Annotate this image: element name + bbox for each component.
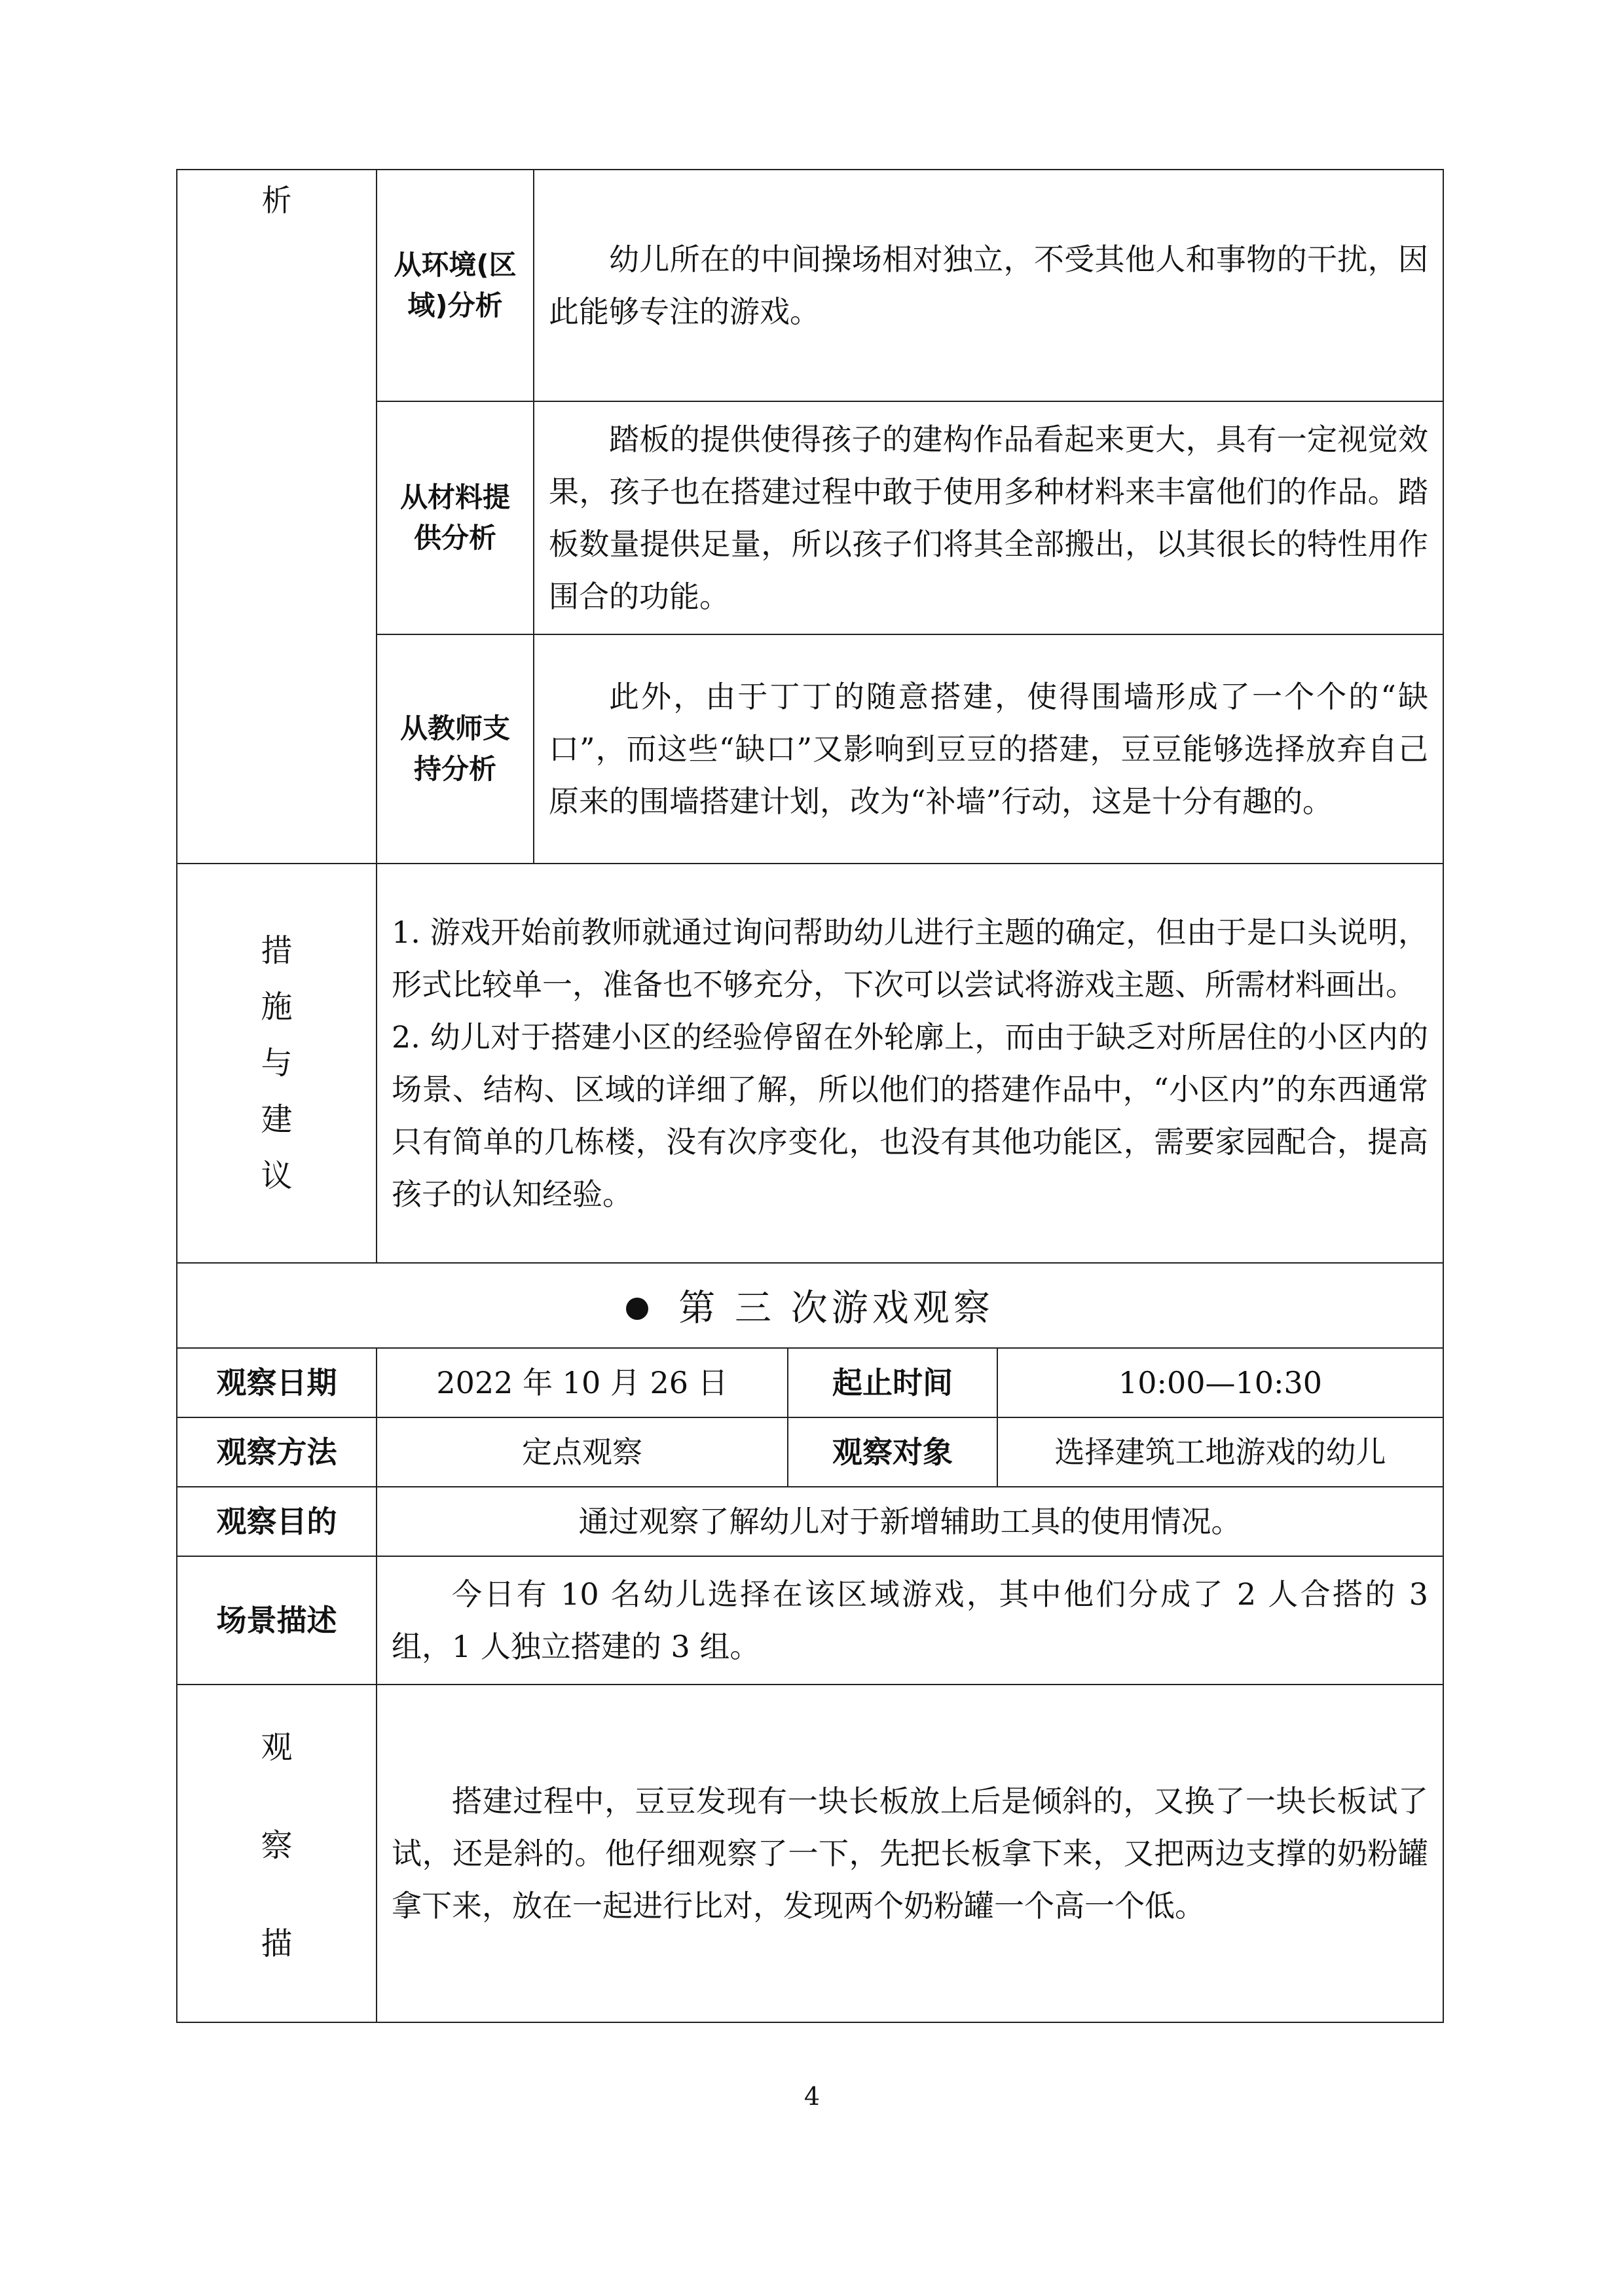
section-title: 第 三 次游戏观察 <box>678 1287 994 1330</box>
materials-analysis-label: 从材料提供分析 <box>377 401 534 634</box>
teacher-analysis-text: 此外，由于丁丁的随意搭建，使得围墙形成了一个个的“缺口”，而这些“缺口”又影响到豆豆的搭建，豆豆能够选择放弃自己原来的围墙搭建计划，改为“补墙”行动，这是十分有趣的。 <box>534 634 1443 864</box>
method-label: 观察方法 <box>177 1417 377 1487</box>
analysis-row-environment <box>177 170 1443 401</box>
measures-item-1: 1. 游戏开始前教师就通过询问帮助幼儿进行主题的确定，但由于是口头说明，形式比较单一，准备也不够充分，下次可以尝试将游戏主题、所需材料画出。 <box>392 915 1428 1002</box>
purpose-row <box>177 1487 1443 1556</box>
date-row <box>177 1348 1443 1417</box>
measures-item-2: 2. 幼儿对于搭建小区的经验停留在外轮廓上，而由于缺乏对所居住的小区内的场景、结构、区域的详细了解，所以他们的搭建作品中，“小区内”的东西通常只有简单的几栋楼，没有次序变化，也没有其他功能区，需要家园配合，提高孩子的认知经验。 <box>392 1019 1428 1212</box>
purpose-value: 通过观察了解幼儿对于新增辅助工具的使用情况。 <box>377 1487 1443 1556</box>
materials-analysis-text: 踏板的提供使得孩子的建构作品看起来更大，具有一定视觉效果，孩子也在搭建过程中敢于使用多种材料来丰富他们的作品。踏板数量提供足量，所以孩子们将其全部搬出，以其很长的特性用作围合的功能。 <box>534 401 1443 634</box>
describe-row <box>177 1685 1443 2022</box>
describe-label-char: 观 <box>261 1729 293 1766</box>
describe-value: 搭建过程中，豆豆发现有一块长板放上后是倾斜的，又换了一块长板试了试，还是斜的。他仔细观察了一下，先把长板拿下来，又把两边支撑的奶粉罐拿下来，放在一起进行比对，发现两个奶粉罐一个高一个低。 <box>377 1685 1443 2022</box>
section-header <box>177 1263 1443 1348</box>
method-value: 定点观察 <box>377 1417 788 1487</box>
measures-label-char: 议 <box>261 1157 293 1194</box>
environment-analysis-label: 从环境(区域)分析 <box>377 170 534 401</box>
bullet-icon <box>626 1298 648 1320</box>
method-row <box>177 1417 1443 1487</box>
measures-content <box>377 864 1443 1263</box>
analysis-label: 析 <box>261 183 292 218</box>
measures-row <box>177 864 1443 1263</box>
teacher-analysis-label: 从教师支持分析 <box>377 634 534 864</box>
time-value: 10:00—10:30 <box>997 1348 1443 1417</box>
measures-label <box>177 864 377 1263</box>
describe-label-char: 察 <box>261 1827 293 1864</box>
time-label: 起止时间 <box>788 1348 997 1417</box>
measures-label-char: 措 <box>261 932 293 969</box>
scene-value: 今日有 10 名幼儿选择在该区域游戏，其中他们分成了 2 人合搭的 3 组，1 人独立搭建的 3 组。 <box>377 1556 1443 1685</box>
describe-label-char: 描 <box>261 1925 293 1962</box>
measures-label-char: 与 <box>261 1045 293 1082</box>
target-value: 选择建筑工地游戏的幼儿 <box>997 1417 1443 1487</box>
scene-row <box>177 1556 1443 1685</box>
describe-label <box>177 1685 377 2022</box>
observation-record-table <box>176 169 1444 2023</box>
scene-label: 场景描述 <box>177 1556 377 1685</box>
environment-analysis-text: 幼儿所在的中间操场相对独立，不受其他人和事物的干扰，因此能够专注的游戏。 <box>534 170 1443 401</box>
page-number: 4 <box>803 2082 821 2111</box>
analysis-label-cell <box>177 170 377 864</box>
measures-label-char: 建 <box>261 1101 293 1138</box>
section-header-row <box>177 1263 1443 1348</box>
target-label: 观察对象 <box>788 1417 997 1487</box>
date-value: 2022 年 10 月 26 日 <box>377 1348 788 1417</box>
measures-label-char: 施 <box>261 989 293 1025</box>
date-label: 观察日期 <box>177 1348 377 1417</box>
purpose-label: 观察目的 <box>177 1487 377 1556</box>
